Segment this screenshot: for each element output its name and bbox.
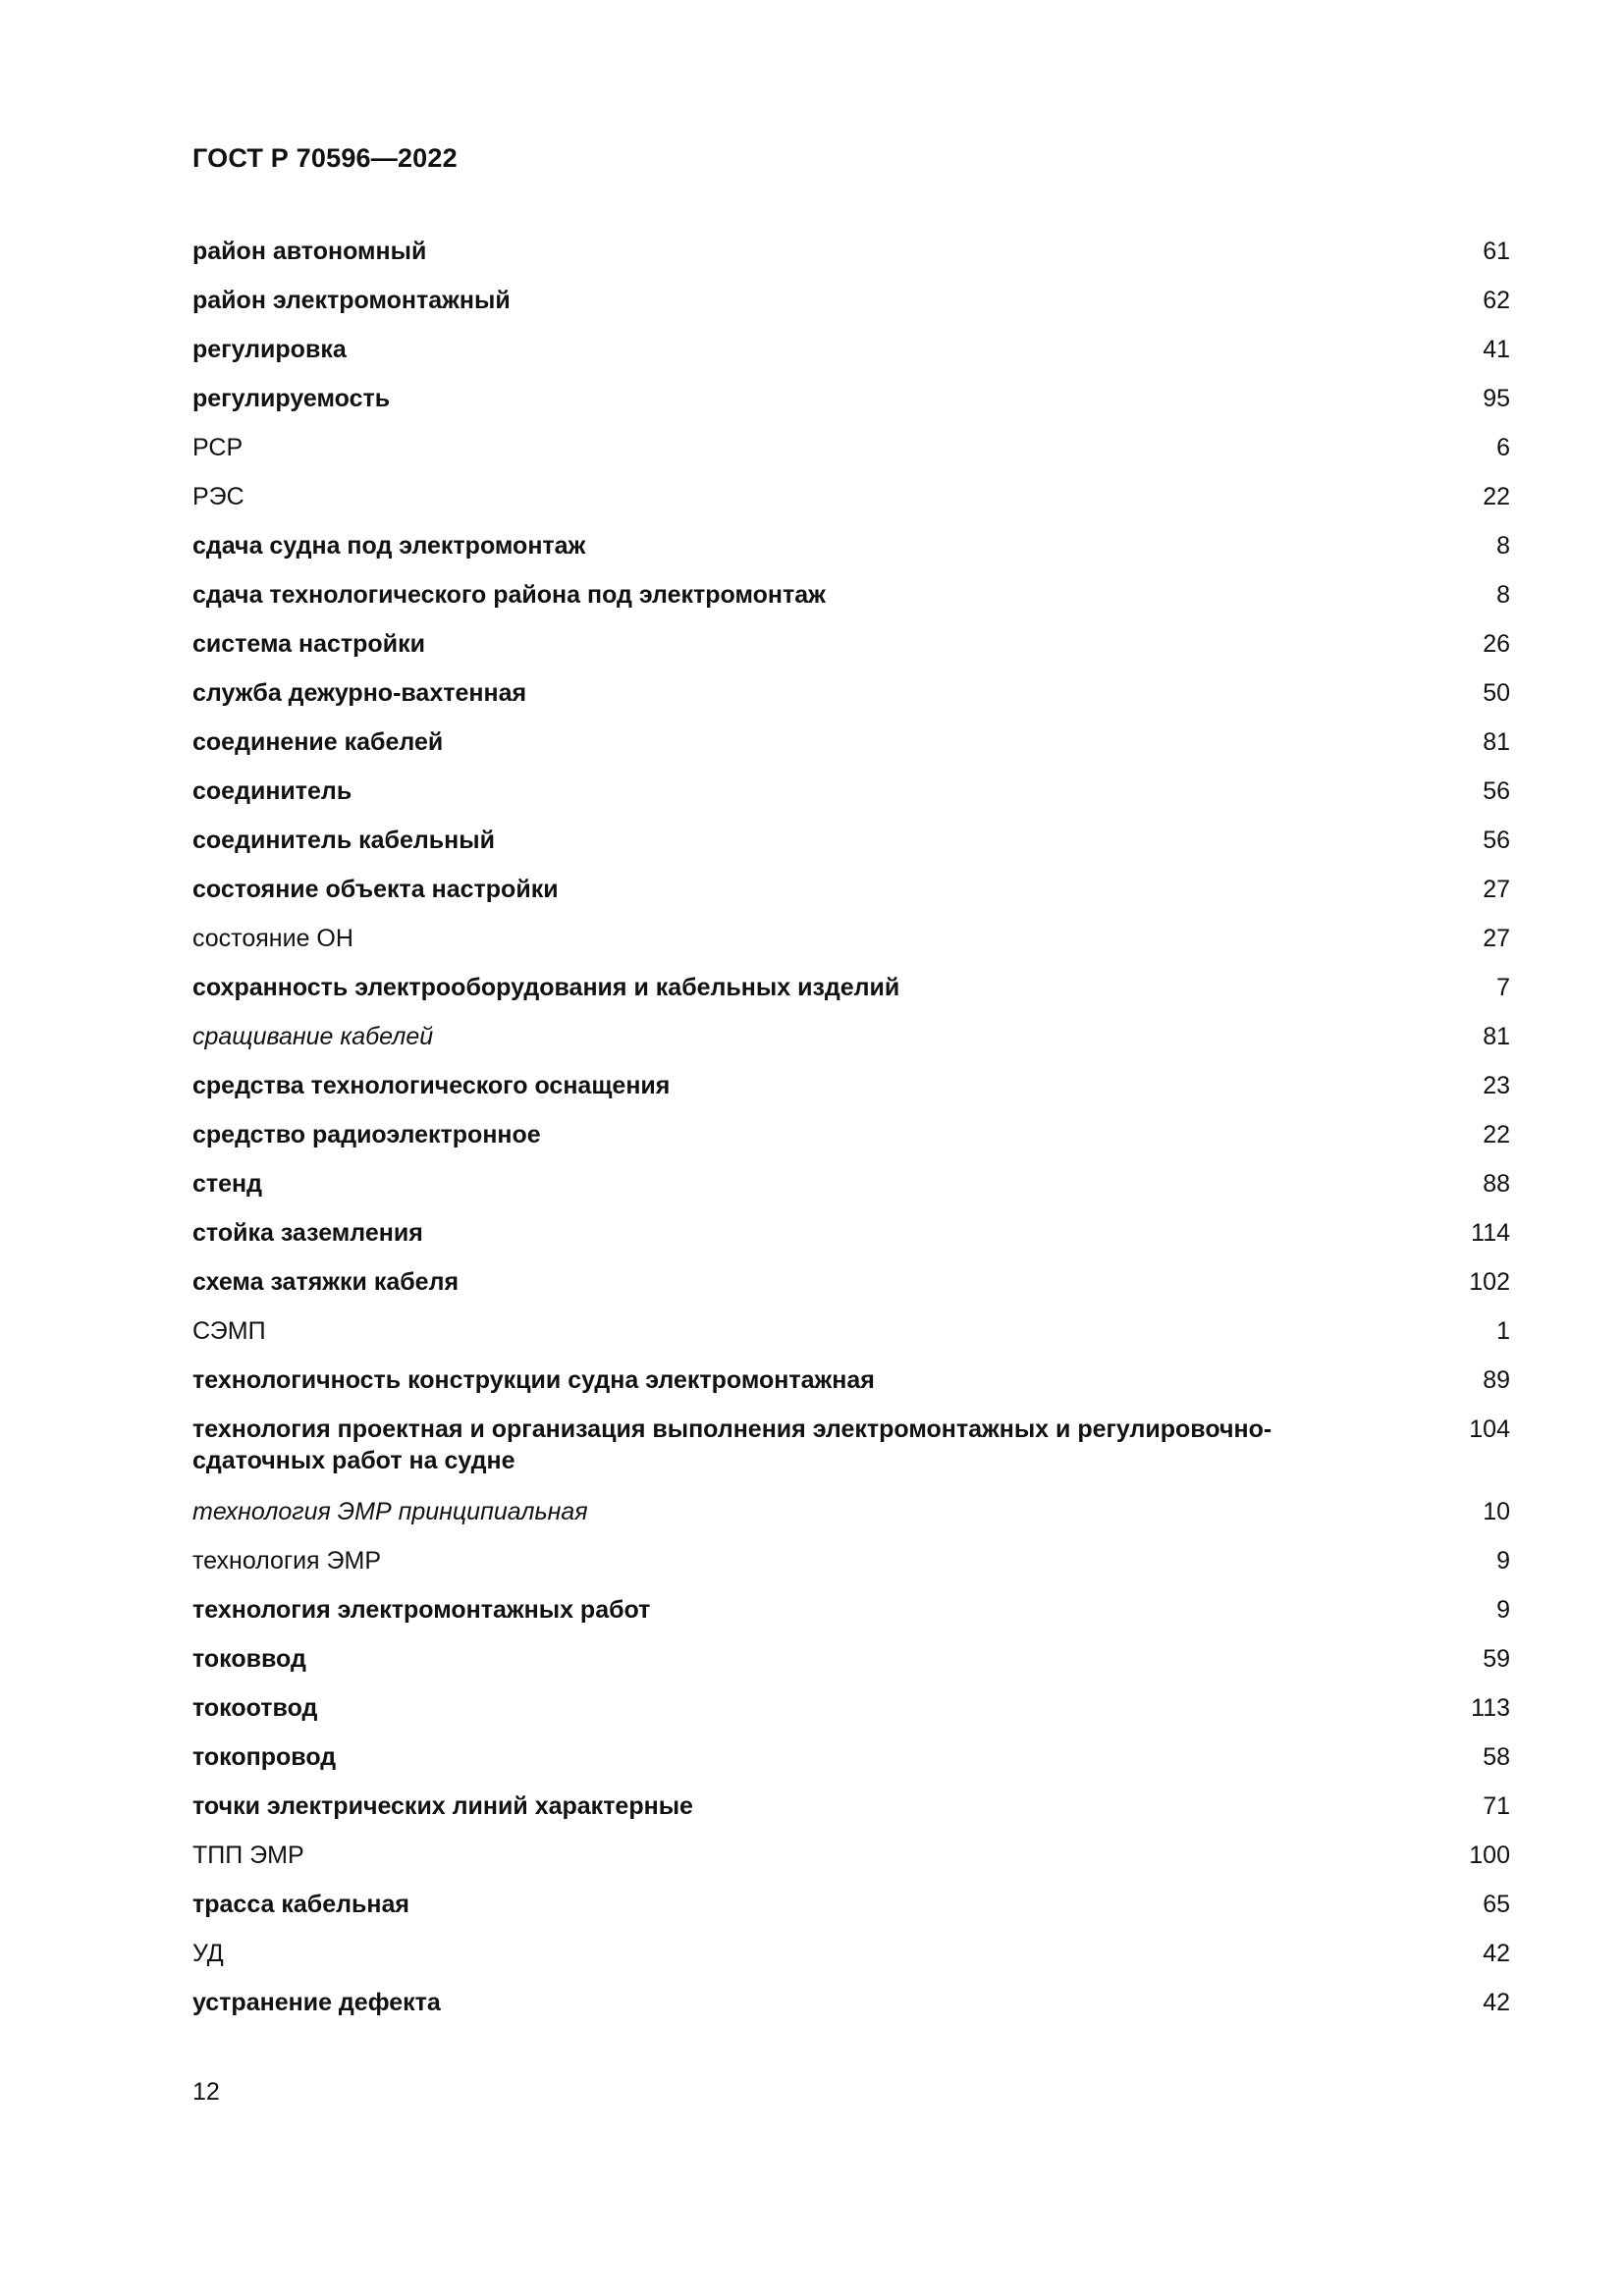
index-page-ref: 42 — [1483, 1989, 1510, 2016]
index-entry — [192, 1364, 1510, 1396]
index-entry — [192, 628, 1510, 660]
index-page-ref: 104 — [1469, 1415, 1510, 1443]
index-term: СЭМП — [192, 1317, 266, 1345]
document-header: ГОСТ Р 70596—2022 — [192, 143, 458, 173]
index-term: точки электрических линий характерные — [192, 1792, 693, 1820]
index-page-ref: 8 — [1496, 532, 1510, 560]
page-number: 12 — [192, 2078, 220, 2106]
index-term: средство радиоэлектронное — [192, 1121, 541, 1148]
index-term: технология ЭМР принципиальная — [192, 1498, 588, 1525]
index-entry — [192, 1119, 1510, 1150]
index-page-ref: 114 — [1471, 1219, 1510, 1247]
index-term: ТПП ЭМР — [192, 1842, 304, 1869]
index-term: технология ЭМР — [192, 1547, 381, 1575]
index-entry — [192, 1070, 1510, 1101]
index-entry — [192, 1266, 1510, 1298]
index-term: сращивание кабелей — [192, 1023, 434, 1050]
index-entry — [192, 1315, 1510, 1347]
index-entry — [192, 1217, 1510, 1249]
index-term: технология проектная и организация выполнения электромонтажных и регулировочно-сдаточных работ на судне — [192, 1415, 1272, 1474]
index-term: УД — [192, 1940, 224, 1967]
index-page-ref: 22 — [1483, 483, 1510, 510]
index-page-ref: 26 — [1483, 630, 1510, 658]
index-entry — [192, 383, 1510, 414]
index-page-ref: 56 — [1483, 777, 1510, 805]
index-page-ref: 8 — [1496, 581, 1510, 609]
index-entry — [192, 481, 1510, 512]
index-entry — [192, 1840, 1510, 1871]
index-entry — [192, 1643, 1510, 1675]
index-term: соединитель — [192, 777, 352, 805]
index-page-ref: 42 — [1483, 1940, 1510, 1967]
index-term: устранение дефекта — [192, 1989, 441, 2016]
index-term: токоотвод — [192, 1694, 318, 1722]
index-page-ref: 50 — [1483, 679, 1510, 707]
index-term: состояние ОН — [192, 925, 353, 952]
index-page-ref: 89 — [1483, 1366, 1510, 1394]
index-page-ref: 88 — [1483, 1170, 1510, 1198]
index-term: технологичность конструкции судна электромонтажная — [192, 1366, 875, 1394]
index-entry — [192, 1987, 1510, 2018]
index-term: регулируемость — [192, 385, 391, 412]
index-term: система настройки — [192, 630, 425, 658]
index-page-ref: 9 — [1496, 1596, 1510, 1624]
index-term: регулировка — [192, 336, 347, 363]
index-entry — [192, 726, 1510, 758]
index-entry — [192, 530, 1510, 561]
index-page-ref: 6 — [1496, 434, 1510, 461]
index-entry — [192, 1790, 1510, 1822]
index-term: соединитель кабельный — [192, 827, 495, 854]
index-term: служба дежурно-вахтенная — [192, 679, 527, 707]
index-page-ref: 100 — [1469, 1842, 1510, 1869]
index-entry — [192, 1741, 1510, 1773]
index-entry — [192, 874, 1510, 905]
index-term: район электромонтажный — [192, 287, 511, 314]
index-page-ref: 81 — [1483, 728, 1510, 756]
index-term: схема затяжки кабеля — [192, 1268, 460, 1296]
index-entry — [192, 972, 1510, 1003]
index-entry — [192, 1938, 1510, 1969]
index-entry — [192, 334, 1510, 365]
index-page-ref: 113 — [1471, 1694, 1510, 1722]
index-entry — [192, 1889, 1510, 1920]
index-page-ref: 71 — [1483, 1792, 1510, 1820]
index-entry — [192, 236, 1510, 267]
index-page-ref: 10 — [1483, 1498, 1510, 1525]
index-entry — [192, 432, 1510, 463]
index-term: стойка заземления — [192, 1219, 423, 1247]
index-entry — [192, 1594, 1510, 1626]
index-entry — [192, 1545, 1510, 1576]
index-term: стенд — [192, 1170, 263, 1198]
index-term: токоввод — [192, 1645, 306, 1673]
index-term: средства технологического оснащения — [192, 1072, 671, 1099]
index-entry — [192, 1168, 1510, 1200]
index-term: сдача технологического района под электромонтаж — [192, 581, 826, 609]
index-page-ref: 7 — [1496, 974, 1510, 1001]
index-page-ref: 58 — [1483, 1743, 1510, 1771]
index-term: сохранность электрооборудования и кабельных изделий — [192, 974, 900, 1001]
alphabetical-index — [192, 236, 1510, 2036]
index-term: состояние объекта настройки — [192, 876, 559, 903]
index-term: район автономный — [192, 238, 427, 265]
index-entry — [192, 825, 1510, 856]
index-term: сдача судна под электромонтаж — [192, 532, 586, 560]
index-page-ref: 95 — [1483, 385, 1510, 412]
index-page-ref: 65 — [1483, 1891, 1510, 1918]
index-page-ref: 62 — [1483, 287, 1510, 314]
index-page-ref: 41 — [1483, 336, 1510, 363]
index-entry — [192, 1414, 1510, 1476]
index-term: РЭС — [192, 483, 244, 510]
index-page-ref: 81 — [1483, 1023, 1510, 1050]
index-page-ref: 9 — [1496, 1547, 1510, 1575]
index-term: РСР — [192, 434, 244, 461]
index-page-ref: 102 — [1469, 1268, 1510, 1296]
index-term: технология электромонтажных работ — [192, 1596, 651, 1624]
index-page-ref: 27 — [1483, 876, 1510, 903]
index-entry — [192, 1692, 1510, 1724]
index-entry — [192, 775, 1510, 807]
index-page-ref: 59 — [1483, 1645, 1510, 1673]
index-entry — [192, 579, 1510, 611]
index-page-ref: 27 — [1483, 925, 1510, 952]
index-term: трасса кабельная — [192, 1891, 409, 1918]
index-entry — [192, 1021, 1510, 1052]
index-page-ref: 1 — [1496, 1317, 1510, 1345]
index-page-ref: 23 — [1483, 1072, 1510, 1099]
index-entry — [192, 285, 1510, 316]
index-entry — [192, 923, 1510, 954]
index-page-ref: 56 — [1483, 827, 1510, 854]
index-entry — [192, 677, 1510, 709]
index-entry — [192, 1496, 1510, 1527]
index-term: токопровод — [192, 1743, 337, 1771]
index-term: соединение кабелей — [192, 728, 444, 756]
index-page-ref: 22 — [1483, 1121, 1510, 1148]
index-page-ref: 61 — [1483, 238, 1510, 265]
